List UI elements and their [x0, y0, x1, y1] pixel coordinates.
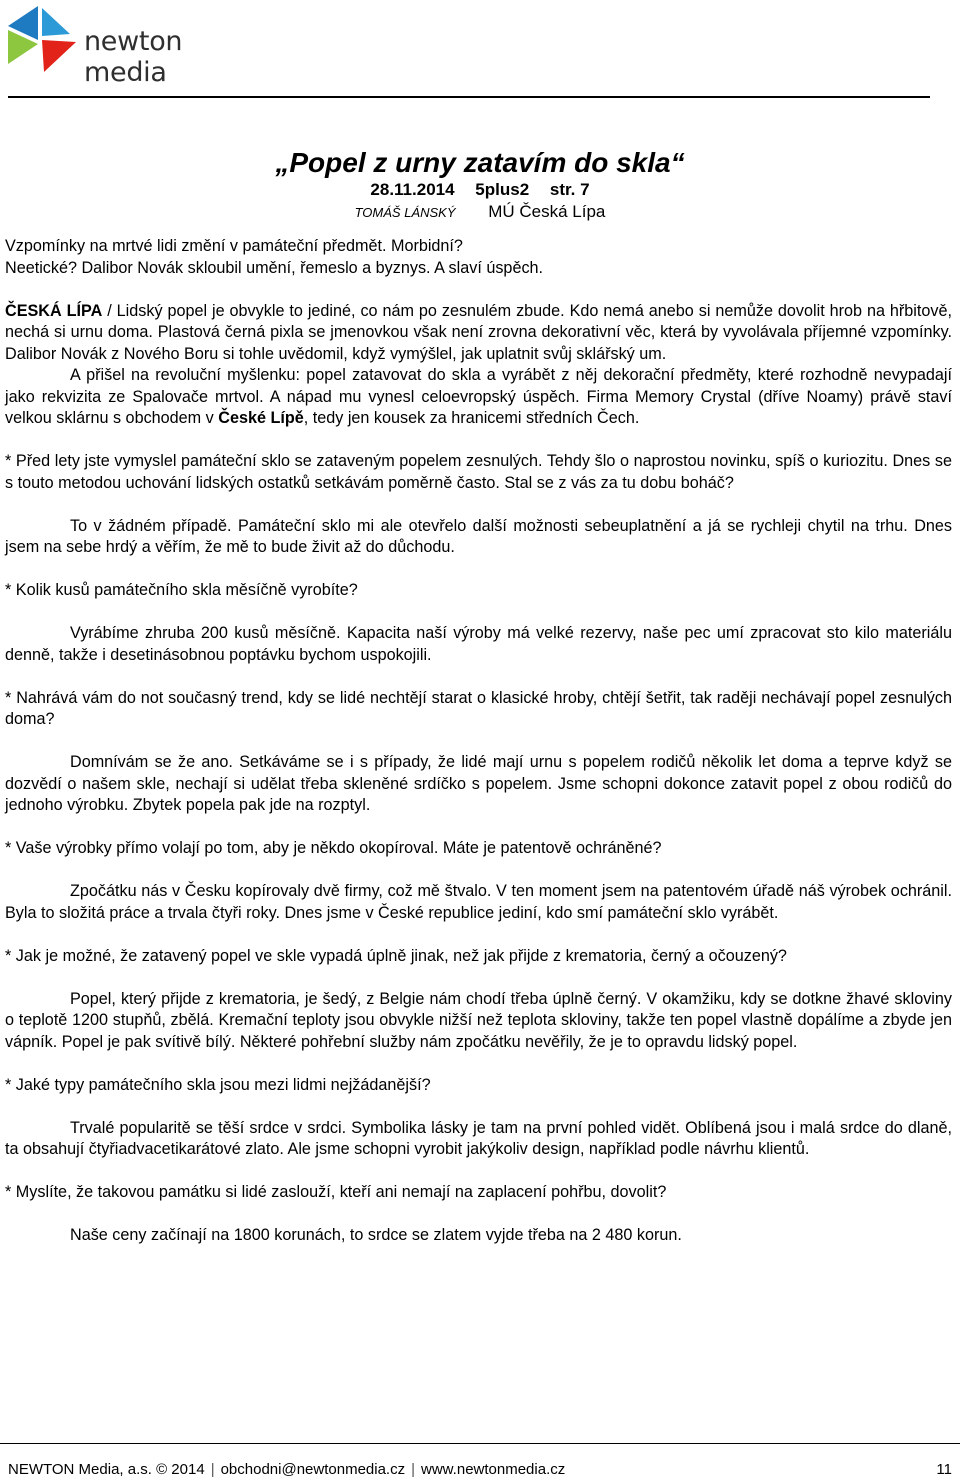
intro-2-text-b: , tedy jen kousek za hranicemi středních Čech.: [303, 409, 640, 427]
article-page-ref: str. 7: [549, 180, 590, 199]
page-number: 11: [936, 1461, 952, 1478]
header-divider: [8, 96, 930, 98]
intro-text: / Lidský popel je obvykle to jediné, co nám po zesnulém zbude. Kdo nemá anebo si nemůže dovolit hrob na hřbitově, nechá si urnu doma. Plastová černá pixla se jmenovkou však není zrovna dekorativní věc, která by vyvolávala příjemné vzpomínky. Dalibor Novák z Nového Boru si tohle uvědomil, když vymýšlel, jak uplatnit svůj sklářský um.: [5, 301, 952, 363]
question: * Kolik kusů památečního skla měsíčně vyrobíte?: [5, 581, 358, 599]
question: * Před lety jste vymyslel památeční sklo se zataveným popelem zesnulých. Tehdy šlo o naprostou novinku, spíš o kuriozitu. Dnes se s touto metodou uchování lidských ostatků setkávám poměrně často. Stal se z vás za tu dobu boháč?: [5, 452, 952, 492]
article-body: [5, 236, 952, 1247]
intro-paragraph-2: [5, 365, 952, 430]
footer: NEWTON Media, a.s. © 2014 | obchodni@newtonmedia.cz | www.newtonmedia.cz: [8, 1461, 566, 1478]
question: * Jak je možné, že zatavený popel ve skle vypadá úplně jinak, než jak přijde z krematoria, černý a očouzený?: [5, 946, 787, 965]
answer: Domnívám se že ano. Setkáváme se i s případy, že lidé mají urnu s popelem rodičů několik let doma a teprve když se dozvědí o našem skle, nechají si udělat třeba skleněné srdíčko s popelem. Jsme schopni dokonce zatavit popel z obou rodičů do jednoho výrobku. Zbytek popela pak jde na rozptyl.: [5, 753, 952, 814]
answer: To v žádném případě. Památeční sklo mi ale otevřelo další možnosti sebeuplatnění a já se rychleji chytil na trhu. Dnes jsem na sebe hrdý a věřím, že mě to bude živit až do důchodu.: [5, 516, 952, 556]
question: * Nahrává vám do not současný trend, kdy se lidé nechtějí starat o klasické hroby, chtějí šetřit, tak raději nechávají popel zesnulých doma?: [5, 688, 952, 728]
article-region: MÚ Česká Lípa: [488, 202, 606, 221]
footer-email-link[interactable]: obchodni@newtonmedia.cz: [220, 1461, 406, 1478]
article-author: TOMÁŠ LÁNSKÝ: [354, 205, 456, 220]
footer-web-link[interactable]: www.newtonmedia.cz: [421, 1461, 566, 1478]
question: * Vaše výrobky přímo volají po tom, aby je někdo okopíroval. Máte je patentově ochráněné?: [5, 839, 662, 857]
footer-company: NEWTON Media, a.s. © 2014: [8, 1461, 205, 1478]
question: * Myslíte, že takovou památku si lidé zaslouží, kteří ani nemají na zaplacení pohřbu, dovolit?: [5, 1183, 667, 1201]
article-byline: [0, 202, 960, 222]
intro-2-text-a: A přišel na revoluční myšlenku: popel zatavovat do skla a vyrábět z něj dekorační předměty, které rozhodně nevypadají jako rekvizita ze Spalovače mrtvol. A nápad mu vynesl celoevropský úspěch. Firma Memory Crystal (dříve Noamy) právě staví velkou sklárnu s obchodem v: [5, 366, 952, 427]
intro-place: ČESKÁ LÍPA: [5, 301, 103, 320]
article-meta: [0, 180, 960, 200]
article-title: „Popel z urny zatavím do skla“: [275, 147, 685, 178]
answer: Popel, který přijde z krematoria, je šedý, z Belgie nám chodí třeba úplně černý. V okamžiku, kdy se dotkne žhavé skloviny o teplotě 1200 stupňů, zbělá. Kremační teploty jsou obvykle nižší než teplota skloviny, takže ten popel vlastně dopálíme a zbyde jen vápník. Popel je pak svítivě bílý. Některé pohřební služby nám zpočátku nevěřily, že je to opravdu lidský popel.: [5, 989, 952, 1051]
article-date: 28.11.2014: [370, 180, 455, 199]
lead-line-1: Vzpomínky na mrtvé lidi změní v památeční předmět. Morbidní?: [5, 237, 463, 255]
answer: Zpočátku nás v Česku kopírovaly dvě firmy, což mě štvalo. V ten moment jsem na patentovém úřadě náš výrobek ochránil. Byla to složitá práce a trvala čtyři roky. Dnes jsme v České republice jediní, kdo smí památeční sklo vyrábět.: [5, 882, 952, 922]
logo-text: newton media: [84, 26, 183, 88]
question: * Jaké typy památečního skla jsou mezi lidmi nejžádanější?: [5, 1075, 431, 1094]
answer: Naše ceny začínají na 1800 korunách, to srdce se zlatem vyjde třeba na 2 480 korun.: [70, 1226, 682, 1244]
footer-divider: [0, 1443, 960, 1444]
newton-logo-icon: [4, 4, 84, 74]
answer: Trvalé popularitě se těší srdce v srdci. Symbolika lásky je tam na první pohled vidět. Oblíbená jsou i malá srdce do dlaně, ta obsahují čtyřiadvacetikarátové zlato. Ale jsme schopni vyrobit jakýkoliv design, například podle návrhu klientů.: [5, 1118, 952, 1158]
newton-media-logo: [4, 4, 244, 88]
article-source: 5plus2: [475, 180, 530, 199]
answer: Vyrábíme zhruba 200 kusů měsíčně. Kapacita naší výroby má velké rezervy, naše pec umí zpracovat sto kilo materiálu denně, takže i desetinásobnou poptávku bychom uspokojili.: [5, 624, 952, 664]
lead-line-2: Neetické? Dalibor Novák skloubil umění, řemeslo a byznys. A slaví úspěch.: [5, 258, 544, 277]
intro-paragraph: [5, 301, 952, 366]
intro-2-place: České Lípě: [218, 409, 304, 427]
